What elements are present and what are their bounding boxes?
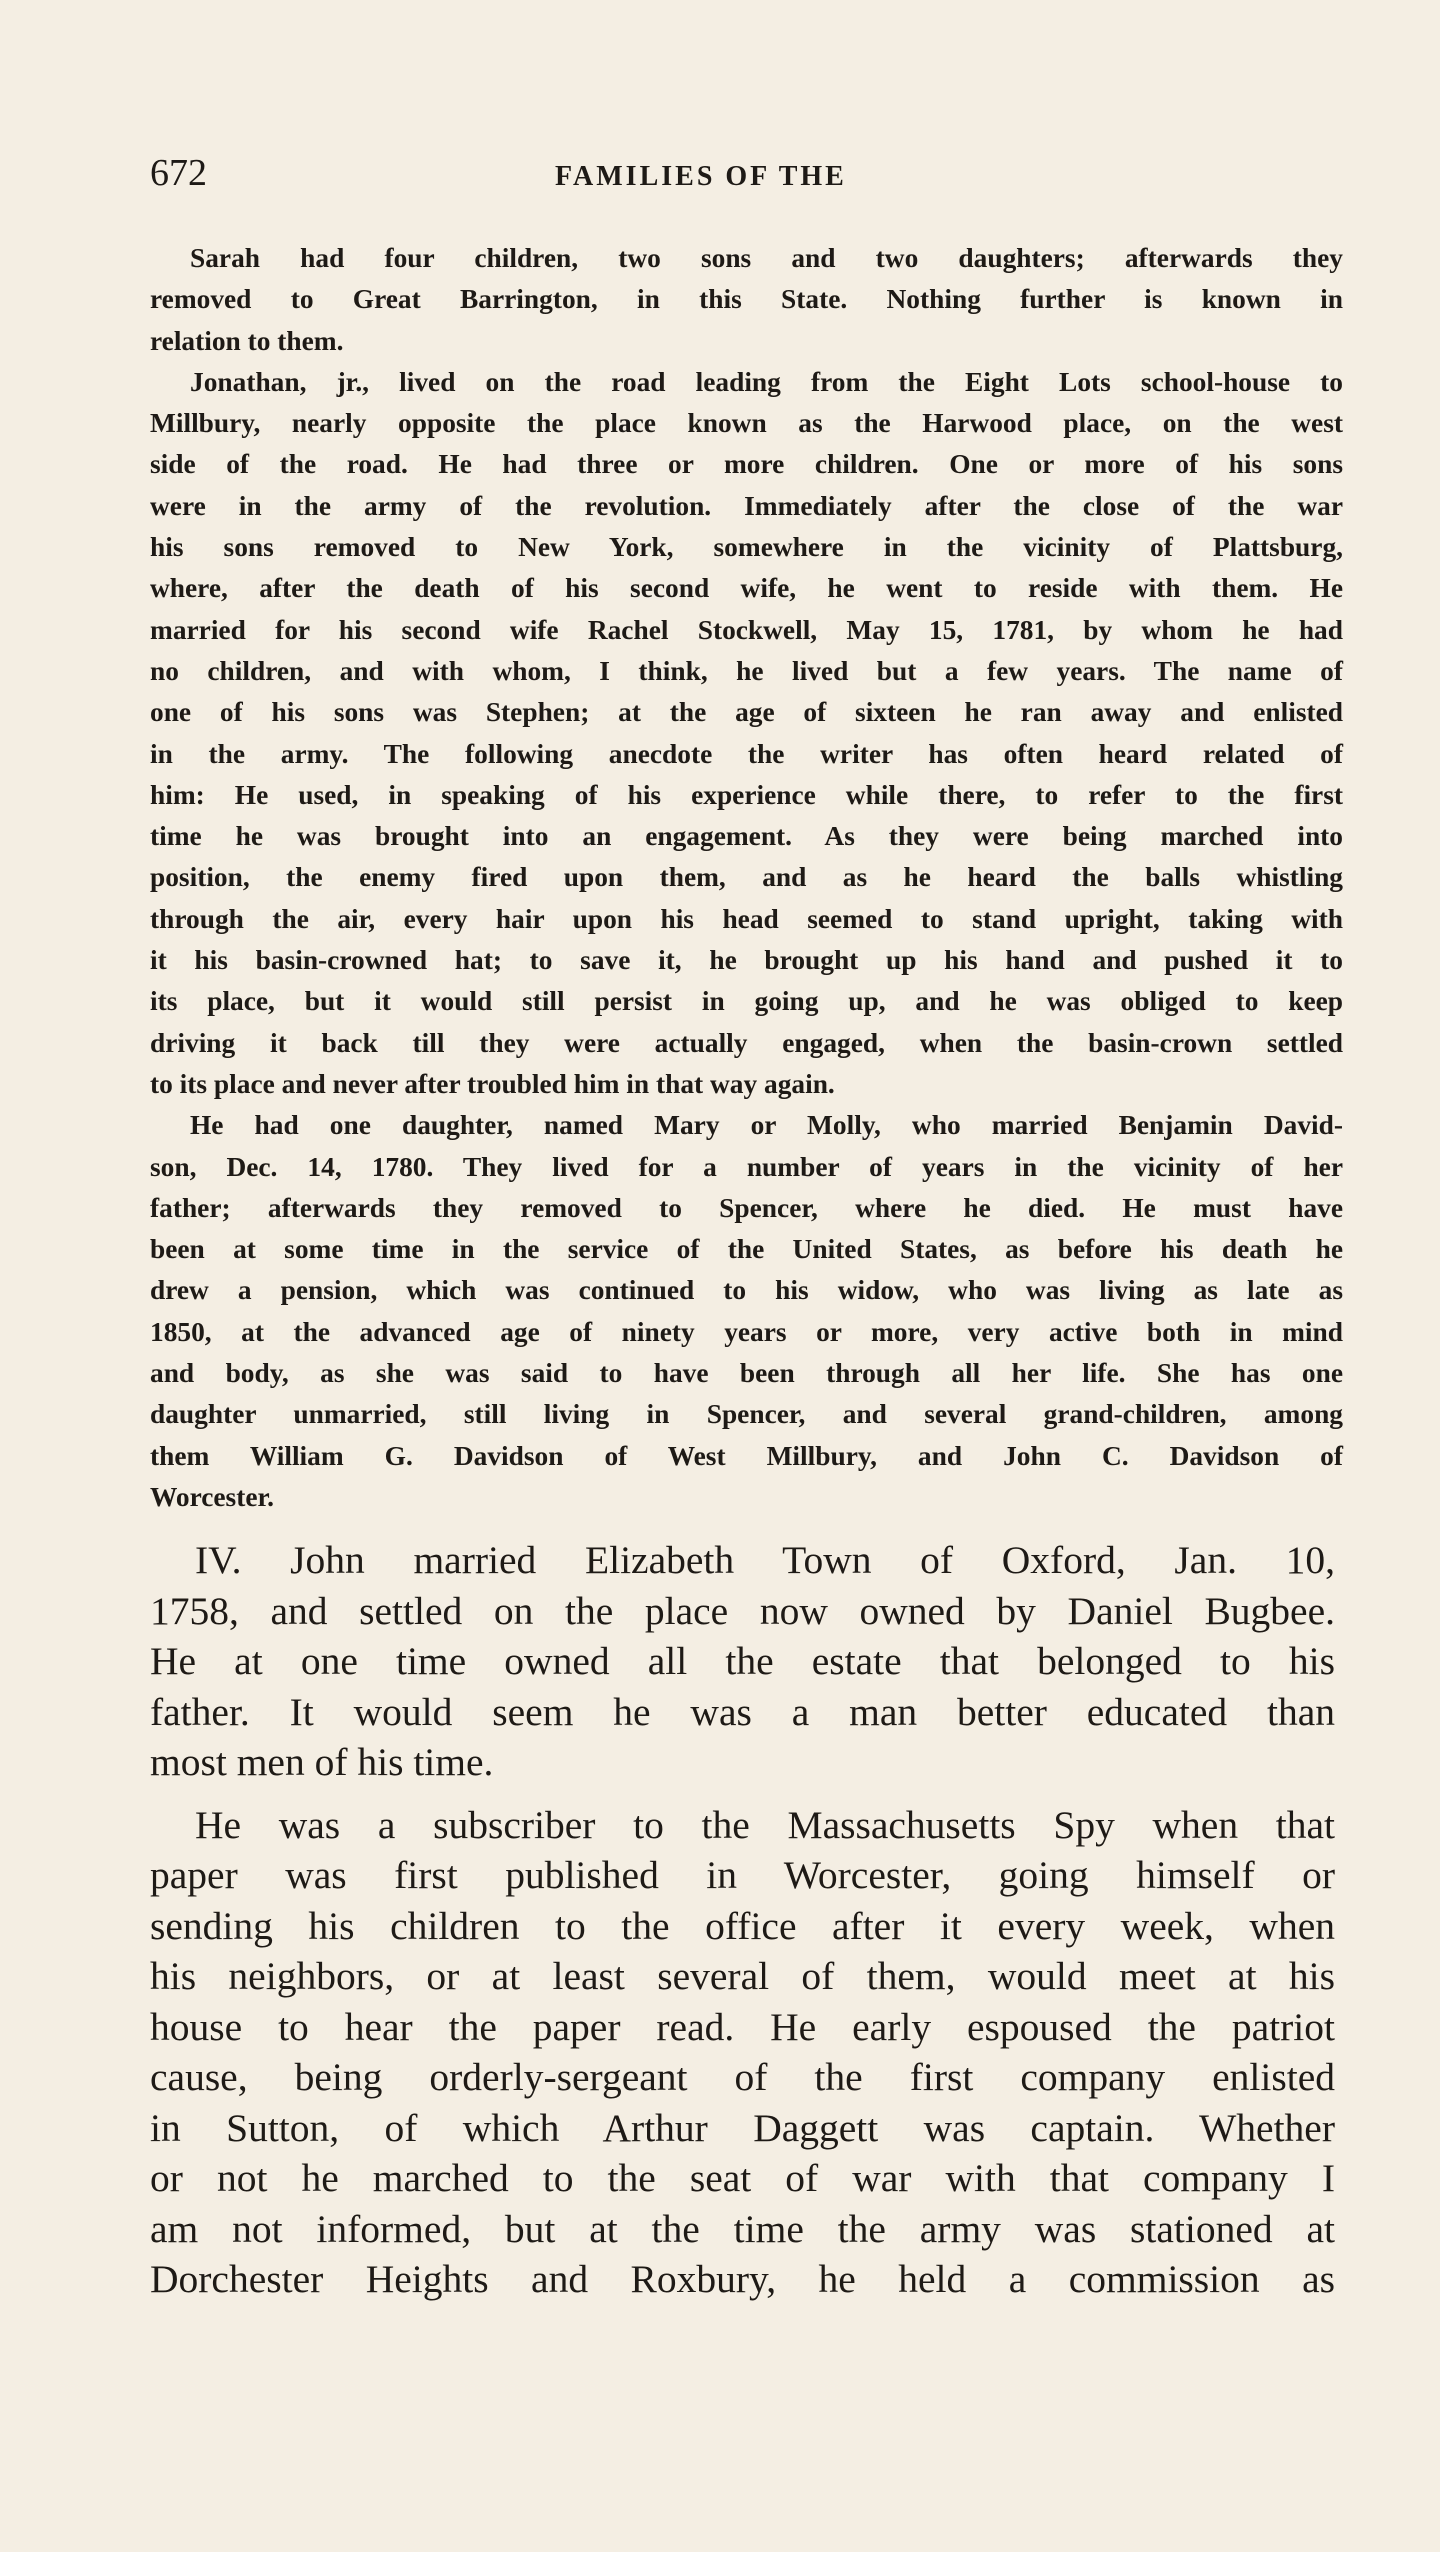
text-line: or not he marched to the seat of war with that company I: [150, 2156, 1335, 2200]
text-line: house to hear the paper read. He early espoused the patriot: [150, 2004, 1335, 2049]
text-line: his sons removed to New York, somewhere in the vicinity of Plattsburg,: [150, 532, 1343, 563]
text-line: them William G. Davidson of West Millbury, and John C. Davidson of: [150, 1440, 1343, 1471]
text-line: relation to them.: [150, 325, 344, 356]
text-line: Dorchester Heights and Roxbury, he held a commission as: [150, 2257, 1335, 2301]
text-line: married for his second wife Rachel Stockwell, May 15, 1781, by whom he had: [150, 614, 1343, 645]
text-line: him: He used, in speaking of his experience while there, to refer to the first: [150, 779, 1343, 810]
text-line: were in the army of the revolution. Immediately after the close of the war: [150, 490, 1343, 521]
text-line: 1850, at the advanced age of ninety years or more, very active both in mind: [150, 1316, 1343, 1347]
text-line: cause, being orderly-sergeant of the first company enlisted: [150, 2055, 1335, 2099]
text-line: side of the road. He had three or more children. One or more of his sons: [150, 449, 1343, 480]
running-title: FAMILIES OF THE: [555, 161, 847, 192]
text-line: am not informed, but at the time the army was stationed at: [150, 2206, 1335, 2251]
text-line: to its place and never after troubled him in that way again.: [150, 1068, 835, 1099]
text-line: son, Dec. 14, 1780. They lived for a number of years in the vicinity of her: [150, 1151, 1343, 1182]
text-line: drew a pension, which was continued to his widow, who was living as late as: [150, 1275, 1343, 1306]
text-line: removed to Great Barrington, in this State. Nothing further is known in: [150, 284, 1343, 315]
text-line: most men of his time.: [150, 1740, 494, 1784]
text-line: no children, and with whom, I think, he lived but a few years. The name of: [150, 655, 1343, 686]
large-print-section: [150, 1535, 1335, 2305]
text-line: driving it back till they were actually engaged, when the basin-crown settled: [150, 1027, 1343, 1058]
text-line: where, after the death of his second wife, he went to reside with them. He: [150, 573, 1343, 604]
text-line: father; afterwards they removed to Spencer, where he died. He must have: [150, 1192, 1343, 1223]
text-line: through the air, every hair upon his head seemed to stand upright, taking with: [150, 903, 1343, 934]
text-line: Worcester.: [150, 1481, 274, 1512]
text-line: father. It would seem he was a man better educated than: [150, 1689, 1335, 1734]
text-line: IV. John married Elizabeth Town of Oxford, Jan. 10,: [195, 1538, 1335, 1582]
paragraph-gap: [150, 1788, 1335, 1800]
text-line: and body, as she was said to have been through all her life. She has one: [150, 1358, 1343, 1389]
text-line: Millbury, nearly opposite the place known as the Harwood place, on the west: [150, 408, 1343, 439]
text-line: position, the enemy fired upon them, and as he heard the balls whistling: [150, 862, 1343, 893]
text-line: paper was first published in Worcester, going himself or: [150, 1853, 1335, 1897]
text-line: 1758, and settled on the place now owned by Daniel Bugbee.: [150, 1588, 1335, 1633]
page-number: 672: [150, 152, 207, 194]
text-line: one of his sons was Stephen; at the age of sixteen he ran away and enlisted: [150, 697, 1343, 728]
text-line: in the army. The following anecdote the writer has often heard related of: [150, 738, 1343, 769]
text-line: sending his children to the office after it every week, when: [150, 1903, 1335, 1948]
text-line: Sarah had four children, two sons and two daughters; afterwards they: [190, 243, 1343, 273]
text-line: in Sutton, of which Arthur Daggett was captain. Whether: [150, 2105, 1335, 2150]
text-line: his neighbors, or at least several of them, would meet at his: [150, 1954, 1335, 1998]
small-print-section: [150, 238, 1343, 1518]
text-line: been at some time in the service of the United States, as before his death he: [150, 1234, 1343, 1265]
text-line: He was a subscriber to the Massachusetts Spy when that: [195, 1802, 1335, 1847]
running-head: [150, 148, 1335, 198]
text-line: its place, but it would still persist in going up, and he was obliged to keep: [150, 986, 1343, 1017]
text-line: Jonathan, jr., lived on the road leading from the Eight Lots school-house to: [190, 366, 1343, 397]
text-line: daughter unmarried, still living in Spencer, and several grand-children, among: [150, 1399, 1343, 1430]
text-line: He at one time owned all the estate that belonged to his: [150, 1639, 1335, 1683]
text-line: time he was brought into an engagement. As they were being marched into: [150, 821, 1343, 852]
text-line: He had one daughter, named Mary or Molly, who married Benjamin David-: [190, 1110, 1343, 1141]
text-line: it his basin-crowned hat; to save it, he brought up his hand and pushed it to: [150, 945, 1343, 976]
